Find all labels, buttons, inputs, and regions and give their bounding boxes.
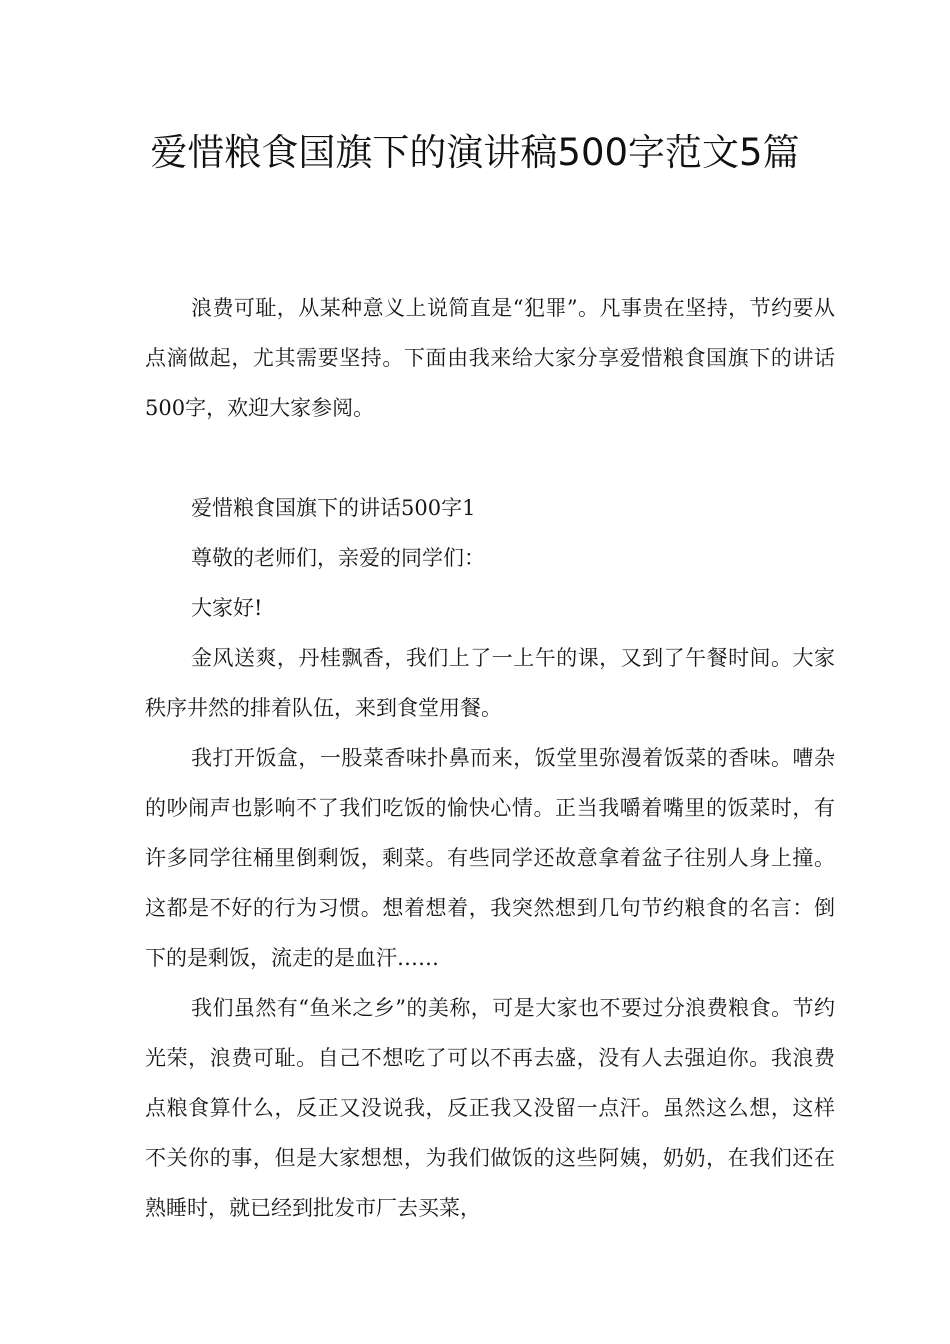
body-paragraph: 我打开饭盒，一股菜香味扑鼻而来，饭堂里弥漫着饭菜的香味。嘈杂的吵闹声也影响不了我们吃饭的愉快心情。正当我嚼着嘴里的饭菜时，有许多同学往桶里倒剩饭，剩菜。有些同学还故意拿着盆子往别人身上撞。这都是不好的行为习惯。想着想着，我突然想到几句节约粮食的名言：倒下的是剩饭，流走的是血汗……	[145, 746, 835, 970]
salutation: 尊敬的老师们，亲爱的同学们：	[191, 546, 485, 570]
body-paragraph: 我们虽然有“鱼米之乡”的美称，可是大家也不要过分浪费粮食。节约光荣，浪费可耻。自己不想吃了可以不再去盛，没有人去强迫你。我浪费点粮食算什么，反正又没说我，反正我又没留一点汗。虽然这么想，这样不关你的事，但是大家想想，为我们做饭的这些阿姨，奶奶，在我们还在熟睡时，就已经到批发市厂去买菜，	[145, 996, 835, 1220]
body-paragraph: 金风送爽，丹桂飘香，我们上了一上午的课，又到了午餐时间。大家秩序井然的排着队伍，来到食堂用餐。	[145, 646, 835, 720]
greeting: 大家好!	[191, 596, 263, 620]
intro-paragraph: 浪费可耻，从某种意义上说简直是“犯罪”。凡事贵在坚持，节约要从点滴做起，尤其需要坚持。下面由我来给大家分享爱惜粮食国旗下的讲话500字，欢迎大家参阅。	[145, 296, 835, 420]
document-title: 爱惜粮食国旗下的演讲稿500字范文5篇	[150, 131, 800, 174]
document-body	[145, 283, 835, 1233]
section-heading: 爱惜粮食国旗下的讲话500字1	[191, 496, 476, 520]
